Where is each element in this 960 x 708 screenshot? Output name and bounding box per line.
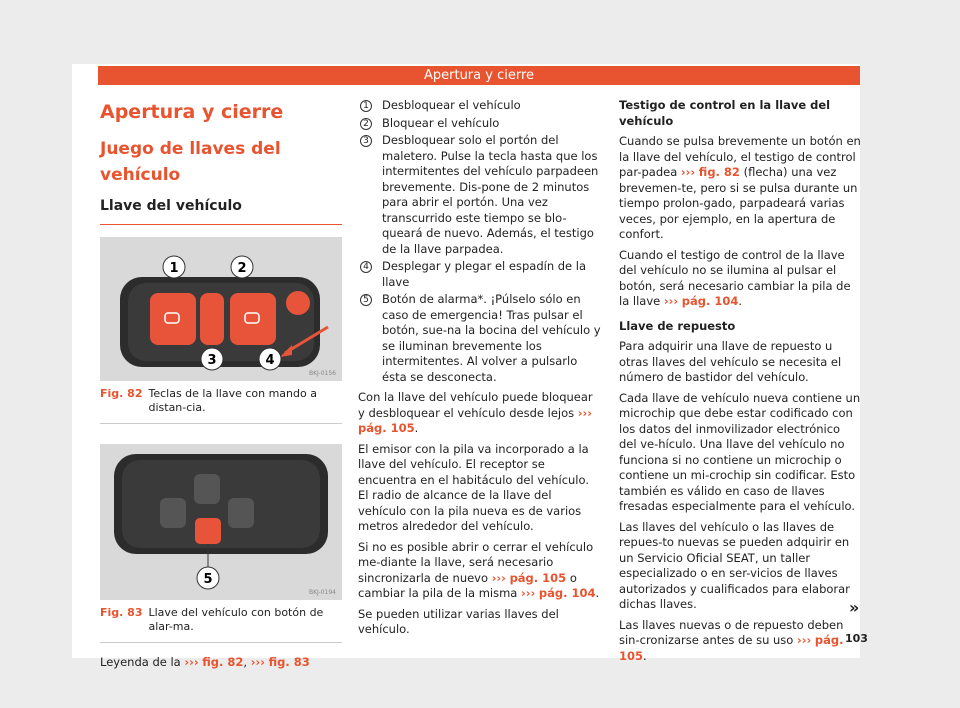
subsection-title: Llave del vehículo	[100, 196, 342, 225]
chapter-title: Apertura y cierre	[100, 101, 284, 123]
link-fig-83[interactable]: fig. 83	[268, 655, 310, 669]
paragraph-text: o cambiar la pila de la misma	[358, 570, 577, 600]
figure-82-label: Fig. 82	[100, 387, 143, 400]
legend-item	[358, 292, 601, 385]
svg-text:2: 2	[237, 261, 247, 276]
link-page-105[interactable]: pág. 105	[509, 570, 567, 585]
link-page-104[interactable]: pág. 104	[681, 294, 739, 308]
trunk-button	[200, 293, 224, 345]
callout-2	[231, 256, 253, 278]
link-page-105[interactable]: pág. 105	[619, 633, 844, 663]
arrow-icon: ›››	[680, 165, 696, 179]
callout-3	[201, 348, 223, 370]
legend-item	[358, 98, 601, 114]
section-title: Juego de llaves del vehículo	[100, 139, 281, 185]
svg-text:4: 4	[265, 353, 275, 368]
paragraph: Las llaves del vehículo o las llaves de repues-to nuevas se pueden adquirir en un Servicio Oficial SEAT, un taller especializado o en ser-vicios de llaves autorizados y cualificados para elaborar dichas llaves.	[619, 519, 850, 611]
page-number: 103	[845, 632, 868, 645]
section-header-band: Apertura y cierre	[98, 66, 860, 85]
paragraph-text: Las llaves nuevas o de repuesto deben sin-cronizarse antes de su uso	[619, 617, 844, 647]
arrow-icon: ›››	[184, 655, 199, 669]
legend-line: Leyenda de la ››› fig. 82, ››› fig. 83	[100, 655, 310, 669]
figure-code: BKJ-0156	[308, 370, 336, 377]
callout-4	[259, 348, 281, 370]
figure-83-caption-text: Llave del vehículo con botón de alar-ma.	[148, 606, 324, 633]
paragraph: El emisor con la pila va incorporado a la llave del vehículo. El receptor se encuentra en el habitáculo del vehículo. El radio de alcance de la llave del vehículo con la pila nueva es de varios metros alrededor del vehículo.	[358, 441, 589, 533]
legend-text: Desbloquear solo el portón del maletero. Pulse la tecla hasta que los intermitentes del vehículo parpadeen brevemente. Dis-pone de 2 minutos para abrir el portón. Una vez transcurrido este tiempo se blo-queará de nuevo. Además, el testigo de la llave parpadea.	[382, 133, 599, 256]
figure-83-alarm-key	[100, 444, 342, 600]
callout-1	[163, 256, 185, 278]
heading-testigo: Testigo de control en la llave del vehículo	[619, 98, 831, 128]
figure-82-key-buttons	[100, 237, 342, 381]
callout-5	[197, 567, 219, 589]
link-page-105[interactable]: pág. 105	[358, 421, 415, 435]
figure-83-label: Fig. 83	[100, 606, 143, 619]
svg-text:1: 1	[169, 261, 179, 276]
key-fold-button	[286, 291, 310, 315]
paragraph: Para adquirir una llave de repuesto u otras llaves del vehículo se necesita el número de bastidor del vehículo.	[619, 339, 842, 384]
trunk-button	[194, 474, 220, 504]
arrow-icon: ›››	[577, 405, 593, 420]
legend-number: 4	[360, 261, 372, 273]
legend-item	[358, 116, 601, 132]
paragraph-text: Cuando el testigo de control de la llave del vehículo no se ilumina al pulsar el botón, será necesario cambiar la pila de la llave	[619, 247, 851, 308]
figure-82-caption-text: Teclas de la llave con mando a distan-cia.	[148, 387, 317, 414]
paragraph: Con la llave del vehículo puede bloquear y desbloquear el vehículo desde lejos ››› pág. 105.	[358, 390, 593, 435]
continue-marker: »	[849, 598, 860, 617]
key-remote-illustration	[100, 237, 342, 381]
legend-number: 3	[360, 135, 372, 147]
paragraph: Se pueden utilizar varias llaves del vehículo.	[358, 606, 559, 636]
arrow-icon: ›››	[250, 655, 265, 669]
alarm-key-illustration	[100, 444, 342, 600]
unlock-button	[150, 293, 196, 345]
paragraph: Las llaves nuevas o de repuesto deben sin-cronizarse antes de su uso ››› pág. 105.	[619, 617, 844, 663]
paragraph-text: Si no es posible abrir o cerrar el vehículo me-diante la llave, será necesario sincronizarla de nuevo	[358, 539, 594, 585]
link-fig-82[interactable]: fig. 82	[698, 165, 740, 179]
arrow-icon: ›››	[663, 294, 679, 308]
legend-number: 5	[360, 294, 372, 306]
link-page-104[interactable]: pág. 104	[538, 586, 596, 600]
svg-text:3: 3	[207, 353, 217, 368]
legend-item	[358, 133, 601, 257]
svg-text:5: 5	[203, 572, 213, 587]
legend-text: Bloquear el vehículo	[382, 115, 500, 130]
legend-number: 1	[360, 100, 372, 112]
unlock-button	[160, 498, 186, 528]
alarm-button	[195, 518, 221, 544]
column-2	[358, 98, 601, 638]
arrow-icon: ›››	[796, 633, 812, 647]
figure-82-caption	[100, 387, 342, 424]
paragraph-text: (flecha) una vez brevemen-te, pero si se pulsa durante un tiempo prolon-gado, parpadeará varias veces, por ejemplo, en la apertura de confort.	[619, 165, 858, 241]
figure-83-caption	[100, 606, 342, 643]
paragraph: Cada llave de vehículo nueva contiene un microchip que debe estar codificado con los datos del inmovilizador electrónico del ve-hículo. Una llave del vehículo no funciona si no contiene un microchip o contiene un mi-crochip sin codificar. Esto también es válido en caso de llaves fresadas especialmente para el vehículo.	[619, 390, 861, 513]
figure-code: BKJ-0194	[308, 589, 336, 596]
legend-text: Desbloquear el vehículo	[382, 98, 521, 112]
arrow-icon: ›››	[521, 586, 536, 600]
column-1	[100, 98, 342, 671]
legend-prefix: Leyenda de la	[100, 655, 181, 669]
column-3	[619, 98, 861, 664]
heading-repuesto: Llave de repuesto	[619, 318, 736, 333]
lock-button	[230, 293, 276, 345]
legend-text: Desplegar y plegar el espadín de la llave	[382, 259, 587, 289]
lock-button	[228, 498, 254, 528]
legend-number: 2	[360, 118, 372, 130]
legend-item	[358, 259, 601, 290]
paragraph-text: Con la llave del vehículo puede bloquear y desbloquear el vehículo desde lejos	[358, 390, 593, 420]
paragraph	[619, 134, 861, 243]
paragraph: Cuando el testigo de control de la llave del vehículo no se ilumina al pulsar el botón, será necesario cambiar la pila de la llave ››› pág. 104.	[619, 247, 851, 308]
arrow-icon: ›››	[491, 570, 506, 585]
paragraph: Si no es posible abrir o cerrar el vehículo me-diante la llave, será necesario sincronizarla de nuevo ››› pág. 105 o cambiar la pila de la misma ››› pág. 104.	[358, 539, 600, 600]
legend-text: Botón de alarma*. ¡Púlselo sólo en caso de emergencia! Tras pulsar el botón, sue-na la bocina del vehículo y se iluminan brevemente los intermitentes. Al volver a pulsarlo ésta se desconecta.	[382, 292, 601, 384]
link-fig-82[interactable]: fig. 82	[202, 655, 244, 669]
paragraph-text: Cuando se pulsa brevemente un botón en la llave del vehículo, el testigo de control par-padea	[619, 134, 861, 179]
